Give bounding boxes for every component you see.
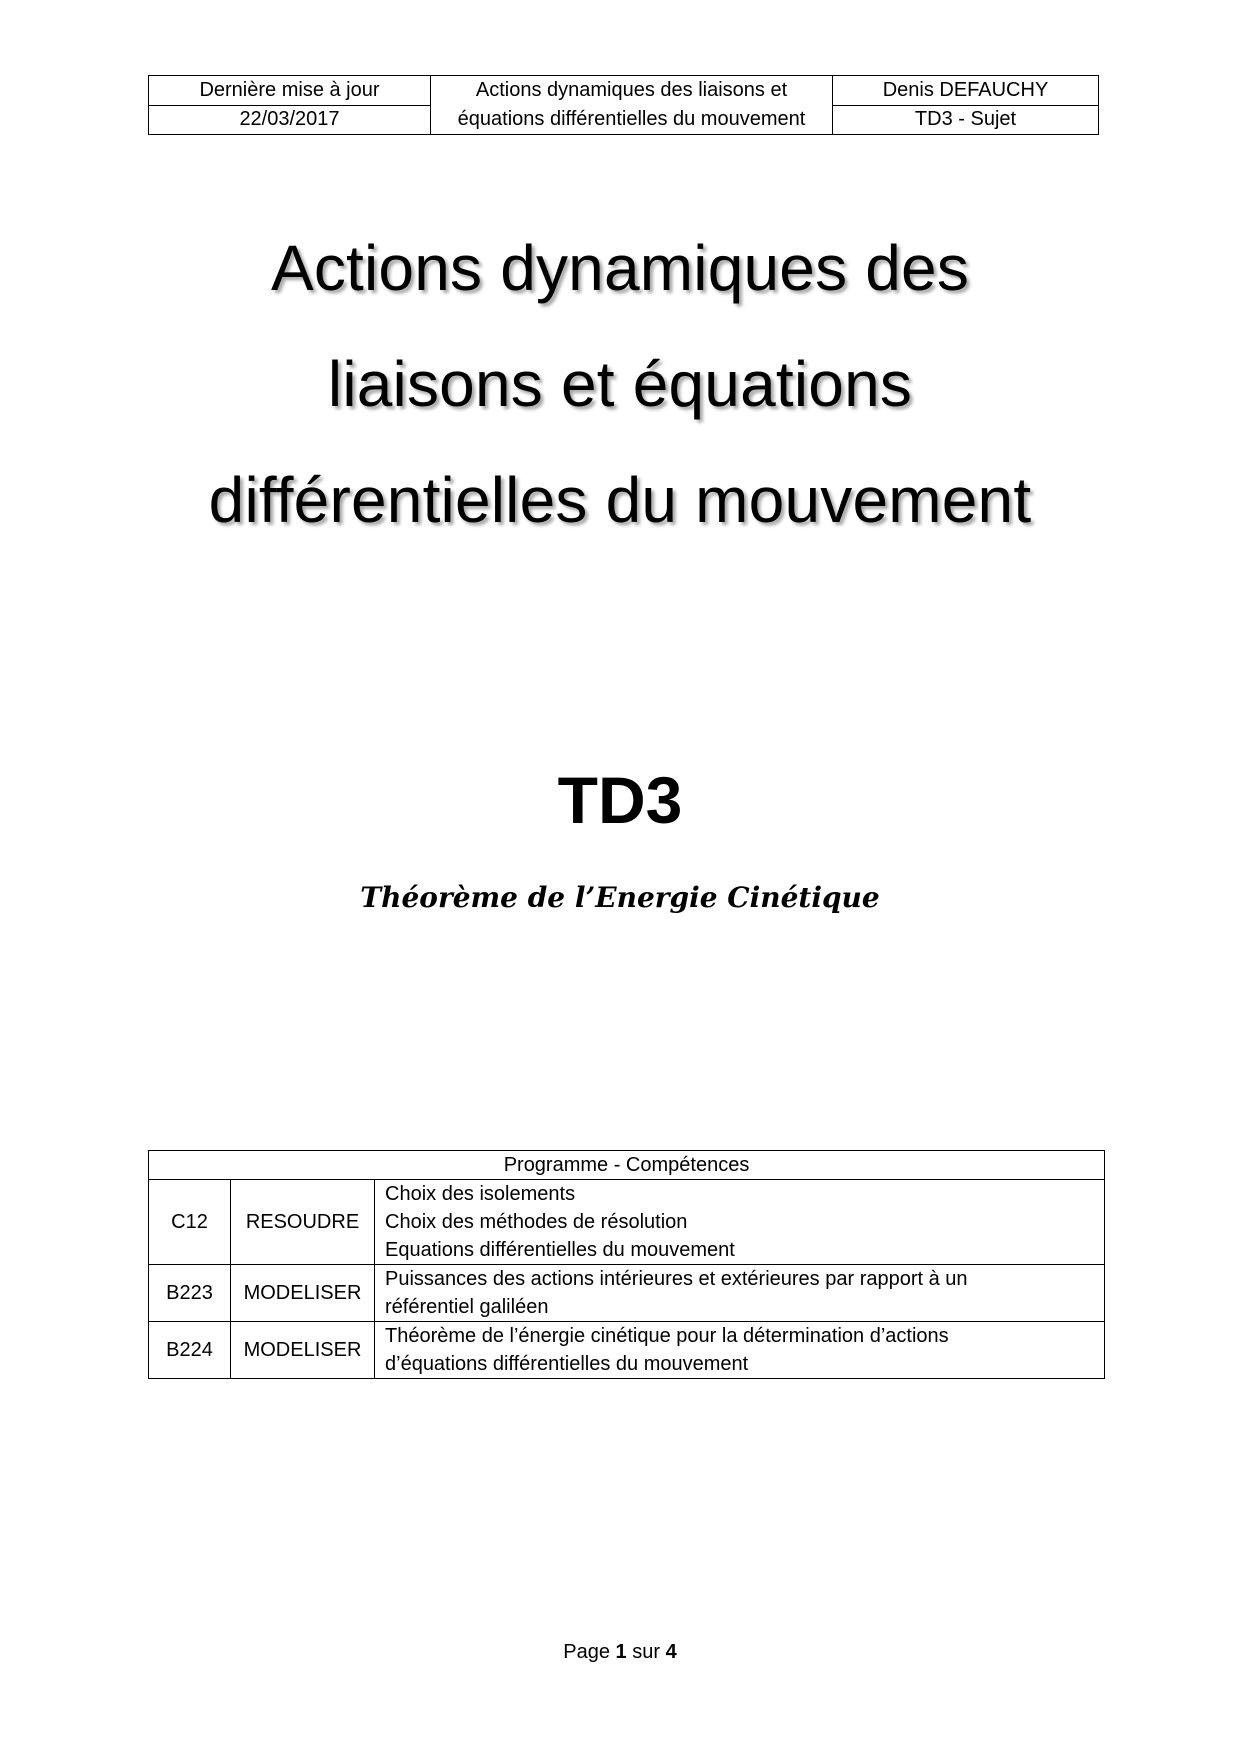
last-update-label: Dernière mise à jour [149,76,431,106]
main-title [100,210,1140,558]
competence-category: RESOUDRE [231,1180,375,1265]
description-line: d’équations différentielles du mouvement [385,1353,749,1375]
description-line: Théorème de l’énergie cinétique pour la détermination d’actions [385,1325,949,1347]
competence-category: MODELISER [231,1322,375,1379]
main-title-line: Actions dynamiques des [270,232,970,304]
description-line: Choix des isolements [385,1183,576,1205]
competence-code: B223 [149,1265,231,1322]
competences-heading: Programme - Compétences [149,1151,1105,1180]
footer-page-word: Page [563,1641,610,1663]
header-doc-id: TD3 - Sujet [833,105,1099,135]
table-row [149,1265,1105,1322]
header-author: Denis DEFAUCHY [833,76,1099,106]
competences-table [148,1150,1105,1379]
page-footer [0,1638,1240,1666]
last-update-date: 22/03/2017 [149,105,431,135]
competence-code: C12 [149,1180,231,1265]
header-table [148,75,1099,135]
header-course-title: Actions dynamiques des liaisons et équations différentielles du mouvement [431,76,833,135]
competence-code: B224 [149,1322,231,1379]
competence-category: MODELISER [231,1265,375,1322]
footer-page-current: 1 [615,1641,627,1663]
footer-page-total: 4 [665,1641,677,1663]
competence-description [375,1265,1105,1322]
description-line: Puissances des actions intérieures et extérieures par rapport à un [385,1268,968,1290]
td-subtitle: Théorème de l’Energie Cinétique [360,881,880,914]
table-row [149,1322,1105,1379]
competence-description [375,1322,1105,1379]
competence-description [375,1180,1105,1265]
table-row [149,1180,1105,1265]
main-title-line: liaisons et équations [327,348,913,420]
description-line: Choix des méthodes de résolution [385,1211,688,1233]
main-title-line: différentielles du mouvement [208,464,1032,536]
description-line: Equations différentielles du mouvement [385,1239,735,1261]
description-line: référentiel galiléen [385,1296,549,1318]
footer-of-word: sur [632,1641,661,1663]
td-label: TD3 [557,763,683,837]
